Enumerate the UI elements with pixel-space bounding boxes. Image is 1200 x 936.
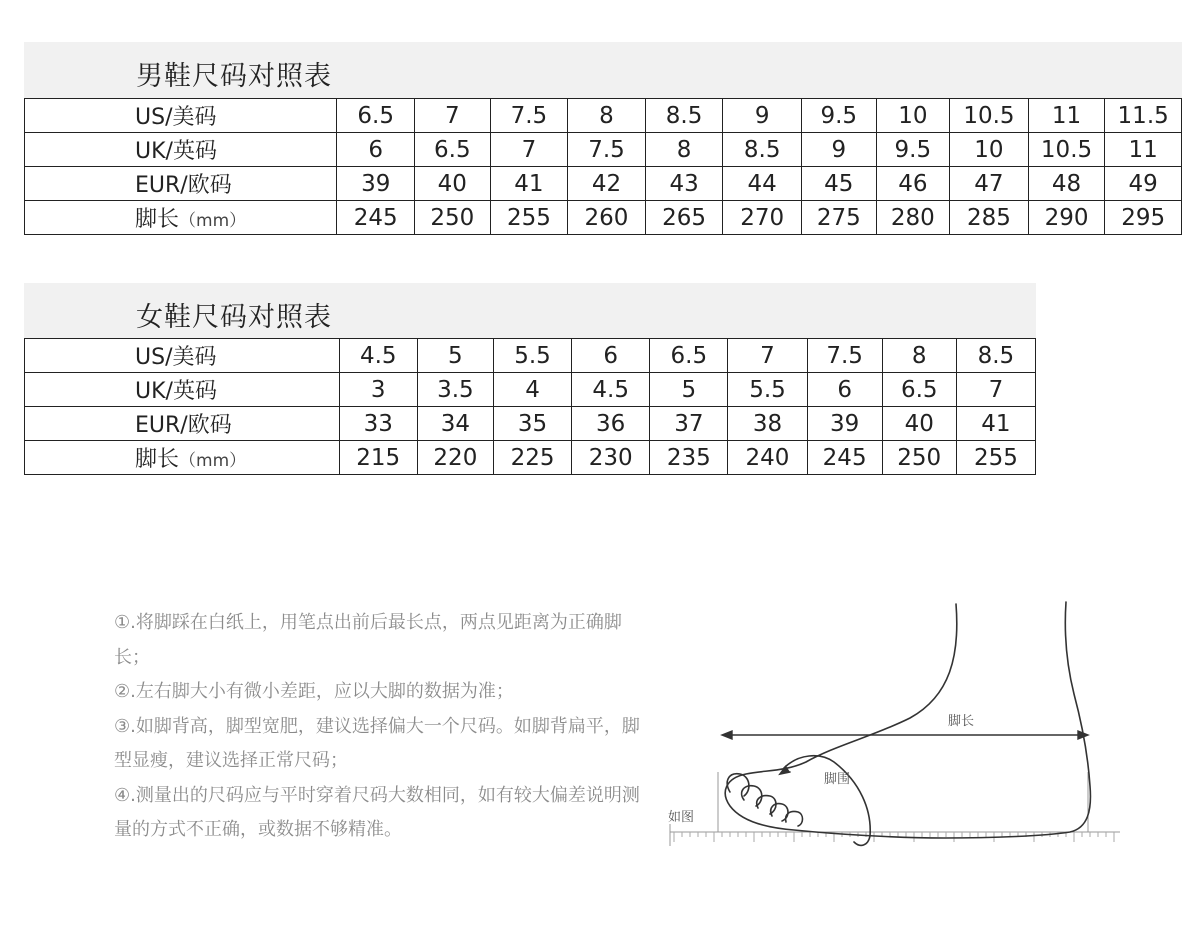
size-cell: 8: [568, 99, 646, 133]
row-label: [25, 441, 340, 475]
size-cell: 245: [337, 201, 415, 235]
size-cell: 225: [493, 441, 571, 475]
table-row: [25, 167, 1182, 201]
size-cell: 48: [1028, 167, 1105, 201]
size-cell: 5: [417, 339, 493, 373]
row-label-text: UK/英码: [135, 379, 217, 404]
size-cell: 5: [650, 373, 728, 407]
size-cell: 37: [650, 407, 728, 441]
size-cell: 8: [882, 339, 956, 373]
row-label: [25, 167, 337, 201]
size-cell: 34: [417, 407, 493, 441]
size-cell: 7.5: [568, 133, 646, 167]
size-cell: 9.5: [801, 99, 876, 133]
women-table-title: 女鞋尺码对照表: [136, 302, 332, 333]
size-cell: 4.5: [339, 339, 417, 373]
size-cell: 40: [415, 167, 491, 201]
size-cell: 8.5: [645, 99, 723, 133]
size-cell: 4: [493, 373, 571, 407]
size-cell: 41: [956, 407, 1035, 441]
size-cell: 6.5: [650, 339, 728, 373]
size-cell: 10: [876, 99, 950, 133]
size-cell: 260: [568, 201, 646, 235]
size-cell: 6.5: [415, 133, 491, 167]
size-cell: 5.5: [493, 339, 571, 373]
size-cell: 42: [568, 167, 646, 201]
size-cell: 235: [650, 441, 728, 475]
size-cell: 36: [572, 407, 650, 441]
size-cell: 9: [723, 99, 802, 133]
size-cell: 6.5: [882, 373, 956, 407]
row-label-text: UK/英码: [135, 139, 217, 164]
size-cell: 240: [728, 441, 807, 475]
size-cell: 215: [339, 441, 417, 475]
row-unit: （mm）: [179, 451, 247, 471]
size-cell: 250: [882, 441, 956, 475]
size-cell: 35: [493, 407, 571, 441]
men-size-table: [24, 98, 1182, 235]
row-label-text: EUR/欧码: [135, 173, 232, 198]
size-cell: 7.5: [807, 339, 882, 373]
note-3: ③.如脚背高，脚型宽肥，建议选择偏大一个尺码。如脚背扁平，脚型显瘦，建议选择正常尺码；: [114, 715, 640, 771]
foot-diagram: [664, 596, 1130, 856]
row-label: [25, 407, 340, 441]
size-cell: 49: [1105, 167, 1182, 201]
size-cell: 8.5: [723, 133, 802, 167]
size-cell: 7: [490, 133, 568, 167]
size-cell: 10: [950, 133, 1029, 167]
size-cell: 44: [723, 167, 802, 201]
row-label-text: EUR/欧码: [135, 413, 232, 438]
table-row: [25, 133, 1182, 167]
size-cell: 10.5: [950, 99, 1029, 133]
row-label: [25, 339, 340, 373]
size-cell: 245: [807, 441, 882, 475]
table-row: [25, 339, 1036, 373]
size-cell: 6.5: [337, 99, 415, 133]
size-cell: 8: [645, 133, 723, 167]
size-cell: 41: [490, 167, 568, 201]
men-title-band: [24, 42, 1182, 98]
size-cell: 280: [876, 201, 950, 235]
row-label-text: US/美码: [135, 345, 217, 370]
size-cell: 230: [572, 441, 650, 475]
girth-label: 脚围: [824, 772, 851, 787]
table-row: [25, 99, 1182, 133]
size-cell: 275: [801, 201, 876, 235]
size-cell: 5.5: [728, 373, 807, 407]
size-cell: 39: [807, 407, 882, 441]
row-label: [25, 373, 340, 407]
size-cell: 285: [950, 201, 1029, 235]
size-cell: 40: [882, 407, 956, 441]
measurement-notes: [114, 606, 644, 848]
row-label-text: 脚长: [135, 447, 180, 472]
size-cell: 250: [415, 201, 491, 235]
note-1: ①.将脚踩在白纸上，用笔点出前后最长点，两点见距离为正确脚长；: [114, 612, 622, 668]
size-cell: 4.5: [572, 373, 650, 407]
size-cell: 290: [1028, 201, 1105, 235]
size-cell: 9.5: [876, 133, 950, 167]
size-cell: 3.5: [417, 373, 493, 407]
size-cell: 11: [1105, 133, 1182, 167]
size-cell: 39: [337, 167, 415, 201]
row-label: [25, 201, 337, 235]
size-cell: 7: [415, 99, 491, 133]
size-cell: 6: [337, 133, 415, 167]
length-arrow: [722, 731, 1088, 739]
size-cell: 295: [1105, 201, 1182, 235]
table-row: [25, 407, 1036, 441]
size-cell: 6: [807, 373, 882, 407]
size-cell: 255: [490, 201, 568, 235]
foot-illustration: [664, 596, 1130, 856]
size-cell: 3: [339, 373, 417, 407]
note-4: ④.测量出的尺码应与平时穿着尺码大数相同，如有较大偏差说明测量的方式不正确，或数据不够精准。: [114, 784, 640, 840]
size-cell: 33: [339, 407, 417, 441]
size-cell: 45: [801, 167, 876, 201]
row-label-text: US/美码: [135, 105, 217, 130]
women-title-band: [24, 283, 1036, 339]
size-cell: 7: [728, 339, 807, 373]
size-cell: 46: [876, 167, 950, 201]
length-label: 脚长: [948, 714, 975, 729]
row-label: [25, 133, 337, 167]
row-label-text: 脚长: [135, 207, 180, 232]
size-cell: 7: [956, 373, 1035, 407]
foot-outline: [725, 602, 1090, 845]
size-cell: 11.5: [1105, 99, 1182, 133]
size-cell: 38: [728, 407, 807, 441]
size-cell: 11: [1028, 99, 1105, 133]
size-cell: 10.5: [1028, 133, 1105, 167]
size-cell: 270: [723, 201, 802, 235]
size-cell: 265: [645, 201, 723, 235]
size-cell: 43: [645, 167, 723, 201]
table-row: [25, 373, 1036, 407]
size-cell: 9: [801, 133, 876, 167]
size-cell: 255: [956, 441, 1035, 475]
women-size-table: [24, 338, 1036, 475]
size-cell: 47: [950, 167, 1029, 201]
table-row: [25, 441, 1036, 475]
size-cell: 7.5: [490, 99, 568, 133]
men-table-title: 男鞋尺码对照表: [136, 61, 332, 92]
row-unit: （mm）: [179, 211, 247, 231]
size-cell: 6: [572, 339, 650, 373]
example-label: 如图: [668, 810, 695, 825]
size-cell: 8.5: [956, 339, 1035, 373]
row-label: [25, 99, 337, 133]
table-row: [25, 201, 1182, 235]
note-2: ②.左右脚大小有微小差距，应以大脚的数据为准；: [114, 681, 514, 702]
size-cell: 220: [417, 441, 493, 475]
